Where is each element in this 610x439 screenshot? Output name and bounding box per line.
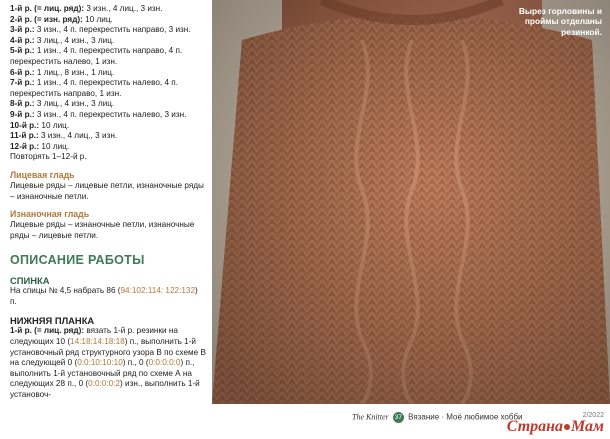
pattern-row (10, 131, 206, 142)
row-label: 8-й р.: (10, 99, 35, 109)
row-label: 4-й р.: (10, 35, 35, 45)
pattern-row (10, 46, 206, 67)
photo-caption: Вырез горловины и проймы отделаны резинкой. (518, 6, 602, 37)
watermark-dot-icon (564, 424, 570, 430)
issue-number: 2/2022 (582, 412, 604, 419)
pattern-row (10, 121, 206, 132)
pattern-row (10, 4, 206, 15)
row-text: 3 лиц., 4 изн., 3 лиц. (34, 99, 115, 109)
repeat-note: Повторять 1–12-й р. (10, 152, 87, 162)
row-label: 10-й р.: (10, 120, 40, 130)
watermark-right: Мам (571, 418, 604, 435)
site-watermark (507, 418, 604, 436)
row-label: 11-й р.: (10, 131, 39, 141)
back-text (10, 286, 206, 307)
lower-band-sizes-a: 14:18:14:18:18 (70, 337, 125, 347)
page-footer (212, 406, 610, 439)
pattern-rows (10, 4, 206, 152)
lower-band-text (10, 326, 206, 400)
magazine-name: The Knitter (352, 412, 389, 422)
row-text: 10 лиц. (39, 120, 70, 130)
section-title: ОПИСАНИЕ РАБОТЫ (10, 253, 145, 268)
lower-band-text-a: вязать 1-й р. резинки на следующих 10 ( (10, 326, 178, 347)
photo-shading (212, 0, 610, 404)
back-title: СПИНКА (10, 275, 50, 287)
reverse-stockinette-text: Лицевые ряды – изнаночные петли, изнаночные ряды – лицевые петли. (10, 220, 195, 240)
pattern-row (10, 15, 206, 26)
lower-band-sizes-b: 0:0:10:10:10 (77, 358, 123, 368)
row-label: 5-й р.: (10, 46, 35, 56)
lower-band-sizes-c: 0:0:0:0:0 (148, 358, 181, 368)
lower-band-title: НИЖНЯЯ ПЛАНКА (10, 315, 95, 327)
stockinette-text: Лицевые ряды – лицевые петли, изнаночные ряды – изнаночные петли. (10, 180, 204, 201)
lower-band-text-b: ) п., выполнить 1-й установочный ряд структурного узора В по схеме В на следующей 0 ( (10, 337, 206, 368)
row-label: 9-й р.: (10, 109, 35, 119)
lower-band-text-e: ) изн., выполнить 1-й установоч- (10, 379, 200, 400)
back-text-start: На спицы № 4,5 набрать 86 ( (10, 286, 121, 296)
row-label: 2-й р. (= изн. ряд): (10, 14, 83, 24)
row-text: 3 лиц., 4 изн., 3 лиц. (34, 35, 115, 45)
lower-band-text-d: ) п., выполнить 1-й установочный ряд по схеме А на следующих 28 п., 0 ( (10, 358, 195, 389)
watermark-left: Страна (506, 418, 564, 435)
row-text: 10 лиц. (82, 14, 113, 24)
reverse-stockinette-title: Изнаночная гладь (10, 209, 90, 220)
row-text: 3 изн., 4 п. перекрестить налево, 3 изн. (34, 109, 187, 119)
row-text: 3 изн., 4 лиц., 3 изн. (38, 131, 118, 141)
row-label: 6-й р.: (10, 67, 35, 77)
pattern-row (10, 99, 206, 110)
pattern-row (10, 68, 206, 79)
pattern-row (10, 110, 206, 121)
pattern-row (10, 25, 206, 36)
knit-texture (212, 0, 610, 404)
stockinette-title: Лицевая гладь (10, 169, 75, 180)
pattern-row (10, 36, 206, 47)
lower-band-label: 1-й р. (= лиц. ряд): (10, 326, 85, 336)
back-text-end: ) п. (10, 286, 198, 306)
lower-band-sizes-d: 0:0:0:0:2 (88, 379, 121, 389)
back-sizes: 94:102:114: 122:132 (120, 286, 196, 296)
row-label: 3-й р.: (10, 25, 35, 35)
row-text: 10 лиц. (39, 141, 70, 151)
row-label: 7-й р.: (10, 78, 35, 88)
row-text: 3 изн., 4 п. перекрестить направо, 3 изн. (34, 25, 191, 35)
text-column (10, 4, 206, 401)
magazine-tagline: Вязание · Моё любимое хобби (408, 412, 523, 422)
page-number: 37 (394, 414, 403, 421)
lower-band-text-c: ) п., 0 ( (122, 358, 149, 368)
sweater-photo (212, 0, 610, 404)
row-text: 1 лиц., 8 изн., 1 лиц. (34, 67, 115, 77)
pattern-row (10, 142, 206, 153)
row-label: 12-й р.: (10, 141, 40, 151)
row-label: 1-й р. (= лиц. ряд): (10, 4, 85, 13)
row-text: 1 изн., 4 п. перекрестить направо, 4 п. перекрестить налево, 1 изн. (10, 46, 183, 66)
row-text: 3 изн., 4 лиц., 3 изн. (84, 4, 163, 13)
pattern-row (10, 78, 206, 99)
footer-line (352, 412, 523, 423)
row-text: 1 изн., 4 п. перекрестить налево, 4 п. перекрестить направо, 1 изн. (10, 78, 178, 98)
